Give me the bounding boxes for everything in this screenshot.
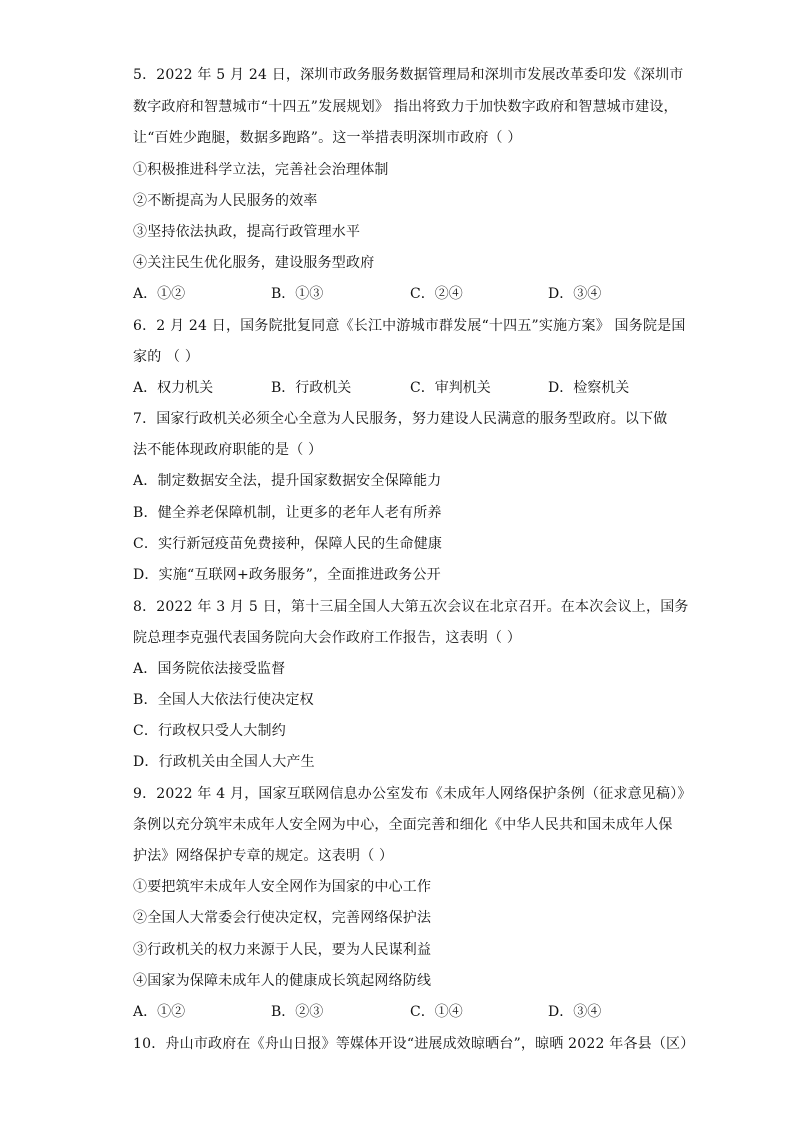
question-stem-line: 院总理李克强代表国务院向大会作政府工作报告，这表明（ ） xyxy=(133,630,522,646)
statement: ④关注民生优化服务，建设服务型政府 xyxy=(133,255,375,271)
option-b: B．行政机关 xyxy=(271,380,352,396)
question-stem-line: 6．2 月 24 日，国务院批复同意《长江中游城市群发展“十四五”实施方案》 国务院是国 xyxy=(133,318,686,334)
option-b: B．①③ xyxy=(271,286,324,302)
statement: ②全国人大常委会行使决定权，完善网络保护法 xyxy=(133,910,432,926)
question-stem-line: 护法》网络保护专章的规定。这表明（ ） xyxy=(133,848,394,864)
statement: ③坚持依法执政，提高行政管理水平 xyxy=(133,224,361,240)
option-c: C．②④ xyxy=(410,286,463,302)
option-d: D．检察机关 xyxy=(548,380,630,396)
statement: ④国家为保障未成年人的健康成长筑起网络防线 xyxy=(133,973,432,989)
question-stem-line: 数字政府和智慧城市“十四五”发展规划》 指出将致力于加快数字政府和智慧城市建设， xyxy=(133,99,678,115)
option-b: B．健全养老保障机制，让更多的老年人老有所养 xyxy=(133,505,442,521)
option-b: B．全国人大依法行使决定权 xyxy=(133,692,314,708)
statement: ②不断提高为人民服务的效率 xyxy=(133,193,318,209)
option-c: C．①④ xyxy=(410,1004,463,1020)
option-a: A．制定数据安全法，提升国家数据安全保障能力 xyxy=(133,473,442,489)
option-a: A．①② xyxy=(133,1004,186,1020)
question-stem-line: 5．2022 年 5 月 24 日，深圳市政务服务数据管理局和深圳市发展改革委印发《深圳市 xyxy=(133,67,684,83)
statement: ①要把筑牢未成年人安全网作为国家的中心工作 xyxy=(133,879,432,895)
option-a: A．国务院依法接受监督 xyxy=(133,661,286,677)
question-stem-line: 家的 （ ） xyxy=(133,349,200,365)
question-stem-line: 条例以充分筑牢未成年人安全网为中心，全面完善和细化《中华人民共和国未成年人保 xyxy=(133,817,673,833)
question-stem-line: 法不能体现政府职能的是（ ） xyxy=(133,442,323,458)
option-d: D．③④ xyxy=(548,286,602,302)
option-c: C．审判机关 xyxy=(410,380,491,396)
option-a: A．权力机关 xyxy=(133,380,214,396)
option-b: B．②③ xyxy=(271,1004,324,1020)
statement: ③行政机关的权力来源于人民，要为人民谋利益 xyxy=(133,942,432,958)
question-stem-line: 8．2022 年 3 月 5 日，第十三届全国人大第五次会议在北京召开。在本次会议上，国务 xyxy=(133,599,689,615)
question-stem-line: 7．国家行政机关必须全心全意为人民服务，努力建设人民满意的服务型政府。以下做 xyxy=(133,411,668,427)
option-c: C．实行新冠疫苗免费接种，保障人民的生命健康 xyxy=(133,536,443,552)
option-d: D．③④ xyxy=(548,1004,602,1020)
question-stem-line: 让“百姓少跑腿，数据多跑路”。这一举措表明深圳市政府（ ） xyxy=(133,130,522,146)
option-d: D．实施“互联网+政务服务”，全面推进政务公开 xyxy=(133,567,441,583)
question-stem-line: 10．舟山市政府在《舟山日报》等媒体开设“进展成效晾晒台”，晾晒 2022 年各县（区） xyxy=(133,1036,695,1052)
option-d: D．行政机关由全国人大产生 xyxy=(133,754,315,770)
option-c: C．行政权只受人大制约 xyxy=(133,723,286,739)
option-a: A．①② xyxy=(133,286,186,302)
question-stem-line: 9．2022 年 4 月，国家互联网信息办公室发布《未成年人网络保护条例（征求意见稿）》 xyxy=(133,786,692,802)
statement: ①积极推进科学立法，完善社会治理体制 xyxy=(133,162,389,178)
